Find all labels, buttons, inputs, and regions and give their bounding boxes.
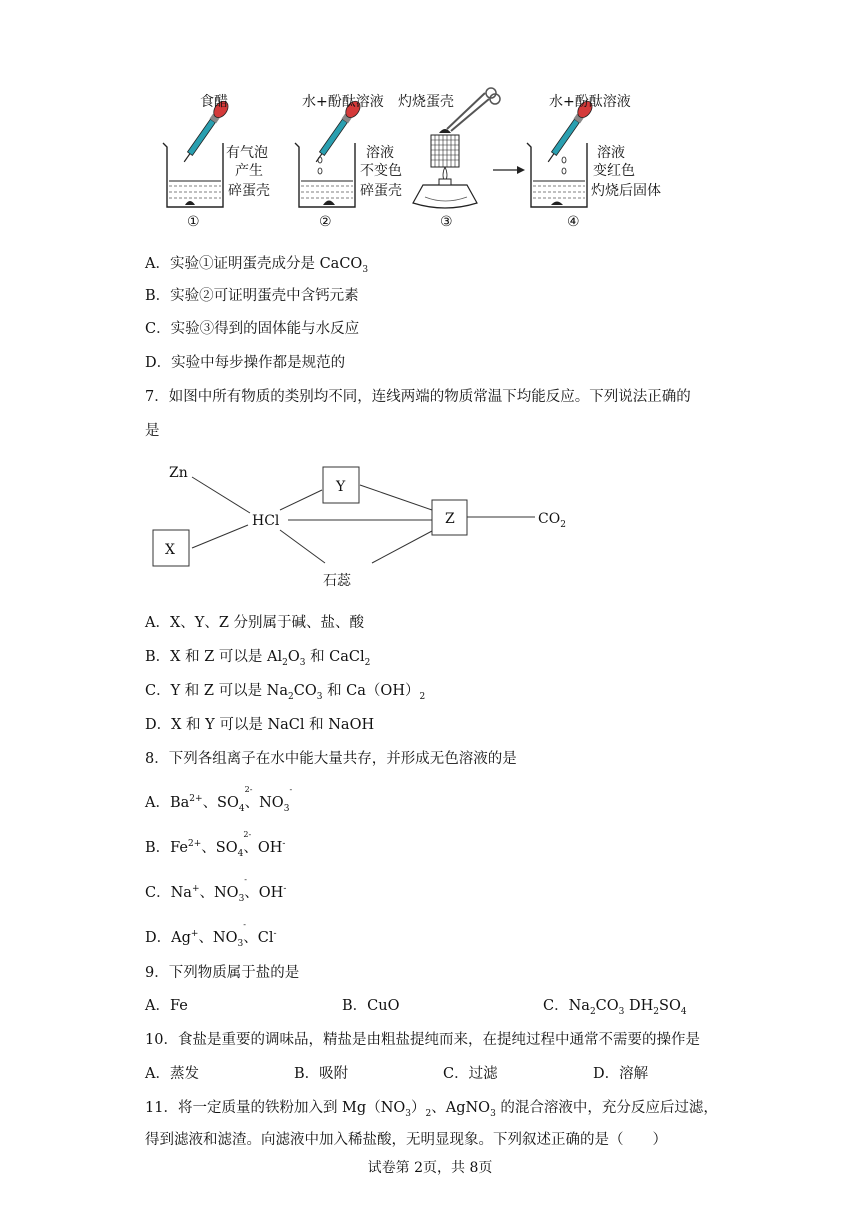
q7-option-d: D．X 和 Y 可以是 NaCl 和 NaOH: [145, 717, 375, 733]
number-1: ①: [187, 214, 200, 230]
q8-option-c: C．Na+、$NO_3$ - 、OH-: [145, 874, 287, 904]
label-water-phenolphthalein-4: 水+酚酞溶液: [549, 94, 631, 110]
arrow: [493, 166, 525, 174]
q10-option-a: A．蒸发: [145, 1066, 199, 1082]
q9-stem: 9．下列物质属于盐的是: [145, 965, 300, 981]
q6-option-c: C．实验③得到的固体能与水反应: [145, 321, 360, 337]
number-4: ④: [567, 214, 580, 230]
q7-relation-diagram: [140, 455, 590, 595]
node-hcl: HCl: [252, 513, 280, 529]
q8-stem: 8．下列各组离子在水中能大量共存，并形成无色溶液的是: [145, 751, 517, 767]
beaker-1: [163, 99, 231, 207]
q10-stem: 10．食盐是重要的调味品，精盐是由粗盐提纯而来，在提纯过程中通常不需要的操作是: [145, 1032, 700, 1048]
q9-option-a: A．Fe: [145, 998, 188, 1014]
q10-option-c: C．过滤: [443, 1066, 498, 1082]
q7-option-b: B．X 和 Z 可以是 $Al_2O_3$ 和 CaCl$_2$: [145, 649, 371, 668]
q10-option-d: D．溶解: [593, 1066, 649, 1082]
number-3: ③: [440, 214, 453, 230]
q7-option-a: A．X、Y、Z 分别属于碱、盐、酸: [145, 615, 365, 631]
q6-option-d: D．实验中每步操作都是规范的: [145, 355, 346, 371]
label-b2-eggshell: 碎蛋壳: [360, 183, 402, 199]
q6-option-b: B．实验②可证明蛋壳中含钙元素: [145, 288, 359, 304]
node-y: Y: [336, 479, 346, 495]
q8-option-b: B．$Fe^{2+}$、$SO_4$ 2- 、OH-: [145, 829, 286, 859]
node-x: X: [165, 542, 175, 558]
q7-stem-line2: 是: [145, 423, 160, 439]
q7-stem-line1: 7．如图中所有物质的类别均不同，连线两端的物质常温下均能反应。下列说法正确的: [145, 389, 691, 405]
label-vinegar: 食醋: [200, 94, 228, 110]
node-co2: $CO_2$: [538, 511, 566, 530]
q8-option-a: A．$Ba^{2+}$、$SO_4$ 2- 、$NO_3$ -: [145, 784, 293, 814]
q11-line2: 得到滤液和滤渣。向滤液中加入稀盐酸，无明显现象。下列叙述正确的是（ ）: [145, 1132, 667, 1148]
label-b1-bubbles: 有气泡: [226, 145, 268, 161]
node-litmus: 石蕊: [323, 573, 351, 589]
label-b4-turnred: 变红色: [593, 163, 635, 179]
q11-line1: 11．将一定质量的铁粉加入到 $Mg(NO_3)_2$、AgNO$_3$ 的混合溶液中，充分反应后过滤，: [145, 1100, 718, 1119]
beaker-2: [295, 99, 363, 207]
label-b4-solution: 溶液: [597, 145, 625, 161]
label-b2-solution: 溶液: [366, 145, 394, 161]
q9-option-b: B．CuO: [342, 998, 400, 1014]
q8-option-d: D．Ag+、$NO_3$ - 、Cl-: [145, 919, 277, 949]
q9-option-c: C．$Na_2CO_3$ $DH_2SO_4$: [543, 998, 687, 1017]
label-burn-eggshell: 灼烧蛋壳: [398, 94, 454, 110]
q7-option-c: C．Y 和 Z 可以是 $Na_2CO_3$ 和 $Ca(OH)_2$: [145, 683, 426, 702]
node-zn: Zn: [169, 465, 188, 481]
label-b1-produced: 产生: [235, 163, 263, 179]
page-footer: 试卷第 2页，共 8页: [367, 1160, 493, 1176]
label-b2-nochange: 不变色: [360, 163, 402, 179]
label-b1-eggshell: 碎蛋壳: [228, 183, 270, 199]
beaker-4: [527, 99, 595, 207]
label-b4-solid: 灼烧后固体: [591, 183, 661, 199]
relation-diagram: [140, 455, 590, 595]
label-water-phenolphthalein-2: 水+酚酞溶液: [302, 94, 384, 110]
number-2: ②: [319, 214, 332, 230]
q6-option-a: A．实验①证明蛋壳成分是 CaCO$_3$: [145, 256, 369, 275]
q10-option-b: B．吸附: [294, 1066, 349, 1082]
node-z: Z: [445, 511, 455, 527]
